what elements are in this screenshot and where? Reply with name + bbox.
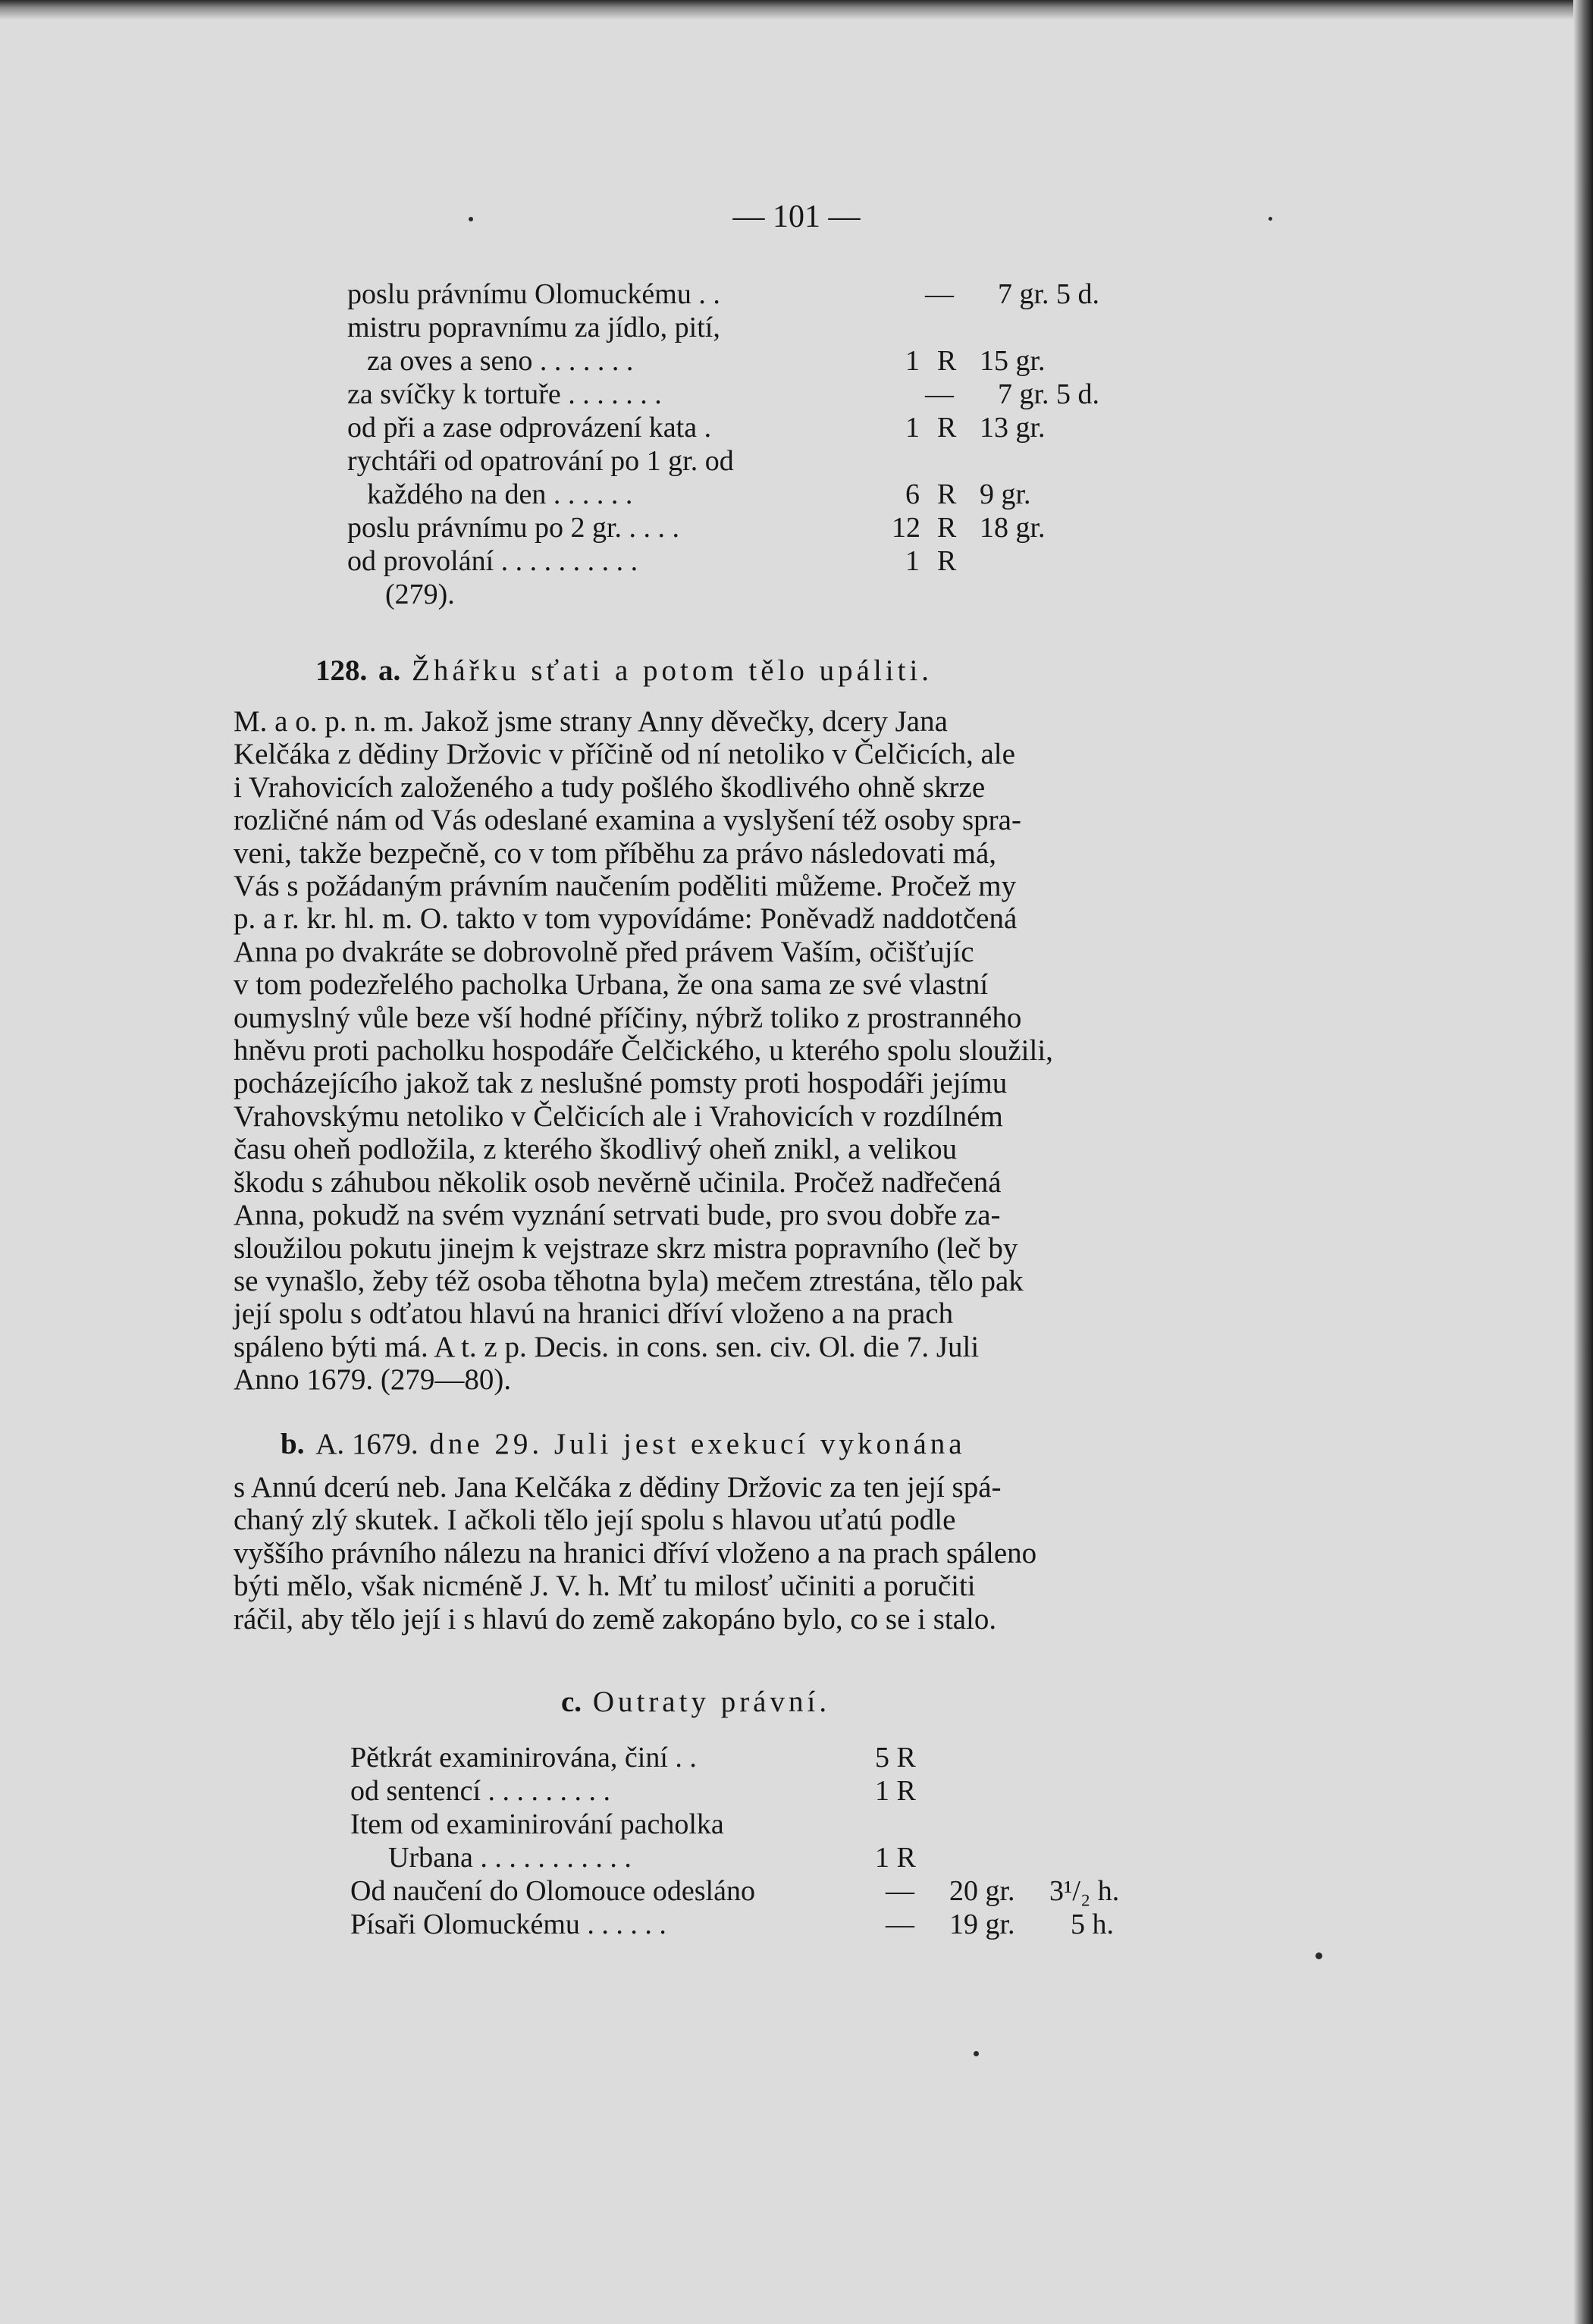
ledger-row [350, 1874, 1184, 1908]
ledger-amount: 15 gr. [980, 345, 1046, 377]
ledger-row [350, 1841, 1184, 1874]
ledger-unit: R [937, 545, 957, 577]
ledger-amount: 5 R [875, 1742, 916, 1774]
ledger-row [347, 511, 1181, 544]
ledger-amount: 9 gr. [980, 478, 1031, 510]
ledger-dash: — [925, 378, 954, 410]
text-line: M. a o. p. n. m. Jakož jsme strany Anny děvečky, dcery Jana [234, 705, 948, 738]
text-line: chaný zlý skutek. I ačkoli tělo její spolu s hlavou uťatú podle [234, 1504, 956, 1537]
ledger-row [347, 544, 1181, 578]
ledger-row [347, 311, 1181, 344]
ledger-item: poslu právnímu Olomuckému . . [347, 278, 720, 310]
text-line: i Vrahovicích založeného a tudy pošlého škodlivého ohně skrze [234, 770, 986, 804]
ledger-unit: R [937, 478, 957, 510]
page-number: — 101 — [732, 199, 861, 234]
section-heading-b [281, 1427, 966, 1461]
text-line: býti mělo, však nicméně J. V. h. Mť tu milosť učiniti a poručiti [234, 1570, 976, 1603]
execution-paragraph [234, 1471, 1265, 1636]
text-line: škodu s záhubou několik osob nevěrně učinila. Pročež nadřečená [234, 1165, 1002, 1199]
ledger-florins: 1 [905, 545, 920, 577]
ledger-amount: 7 gr. 5 d. [998, 378, 1100, 410]
ledger-costs-2 [350, 1741, 1184, 1941]
ledger-item: Od naučení do Olomouce odesláno [350, 1875, 755, 1907]
section-title: Outraty právní. [592, 1686, 831, 1718]
text-line: Vrahovskýmu netoliko v Čelčicích ale i Vrahovicích v rozdílném [234, 1099, 1003, 1133]
ledger-row [347, 378, 1181, 411]
text-line: veni, takže bezpečně, co v tom příběhu za právo následovati má, [234, 836, 997, 870]
ledger-item: mistru popravnímu za jídlo, pití, [347, 312, 720, 343]
text-line: Kelčáka z dědiny Držovic v příčině od ní netoliko v Čelčicích, ale [234, 738, 1015, 771]
ledger-row [347, 344, 1181, 378]
section-number: 128. [315, 654, 368, 687]
section-letter: c. [561, 1686, 582, 1718]
ledger-row [347, 478, 1181, 511]
text-line: v tom podezřelého pacholka Urbana, že ona sama ze své vlastní [234, 968, 989, 1002]
ledger-row [347, 578, 1181, 611]
section-heading-c [561, 1685, 830, 1719]
ledger-item: od provolání . . . . . . . . . . [347, 545, 638, 577]
ledger-dash: — [886, 1875, 914, 1907]
ledger-florins: 6 [905, 478, 920, 510]
text-line: se vynašlo, žeby též osoba těhotna byla) mečem ztrestána, tělo pak [234, 1264, 1024, 1297]
section-letter: b. [281, 1428, 305, 1460]
text-line: její spolu s odťatou hlavú na hranici dříví vloženo a na prach [234, 1297, 954, 1331]
ledger-amount: 18 gr. [980, 512, 1046, 544]
scan-speck [1268, 217, 1272, 221]
ledger-row [350, 1908, 1184, 1941]
ledger-amount: 19 gr. [949, 1908, 1015, 1940]
ledger-row [347, 444, 1181, 478]
ledger-item: (279). [385, 579, 455, 610]
ledger-item: rychtáři od opatrování po 1 gr. od [347, 445, 734, 477]
ledger-row [350, 1774, 1184, 1808]
ledger-unit: R [937, 345, 957, 377]
ledger-amount: 13 gr. [980, 412, 1046, 444]
ledger-item: poslu právnímu po 2 gr. . . . . [347, 512, 680, 544]
text-line: spáleno býti má. A t. z p. Decis. in cons. sen. civ. Ol. die 7. Juli [234, 1330, 980, 1363]
ledger-item: za oves a seno . . . . . . . [367, 345, 634, 377]
ledger-item: Urbana . . . . . . . . . . . [388, 1842, 632, 1874]
ledger-item: za svíčky k tortuře . . . . . . . [347, 378, 662, 410]
ledger-dash: — [886, 1908, 914, 1940]
ledger-item: Písaři Olomuckému . . . . . . [350, 1908, 666, 1940]
text-line: ráčil, aby tělo její i s hlavú do země zakopáno bylo, co se i stalo. [234, 1602, 997, 1636]
ledger-florins: 12 [892, 512, 920, 544]
text-line: Anno 1679. (279—80). [234, 1363, 512, 1397]
ledger-row [350, 1741, 1184, 1774]
ledger-row [347, 411, 1181, 444]
text-line: rozličné nám od Vás odeslané examina a vyslyšení též osoby spra- [234, 804, 1021, 837]
text-line: vyššího právního nálezu na hranici dříví vloženo a na prach spáleno [234, 1536, 1037, 1570]
section-date: A. 1679. [315, 1428, 419, 1460]
ledger-amount-h: 3¹/₂ h. [1049, 1875, 1120, 1907]
section-heading-a [315, 654, 933, 688]
scan-edge-top [0, 0, 1593, 20]
scan-speck [974, 2051, 979, 2056]
text-line: p. a r. kr. hl. m. O. takto v tom vypovídáme: Poněvadž naddotčená [234, 902, 1018, 936]
verdict-paragraph [234, 705, 1265, 1397]
ledger-amount: 1 R [875, 1775, 916, 1807]
text-line: času oheň podložila, z kterého škodlivý oheň znikl, a velikou [234, 1133, 958, 1166]
ledger-amount: 1 R [875, 1842, 916, 1874]
ledger-amount-h: 5 h. [1071, 1908, 1114, 1940]
ledger-item: od sentencí . . . . . . . . . [350, 1775, 611, 1807]
text-line: sloužilou pokutu jinejm k vejstraze skrz mistra popravního (leč by [234, 1231, 1018, 1265]
text-line: Anna po dvakráte se dobrovolně před právem Vaším, očišťujíc [234, 935, 974, 968]
section-title: Žhářku sťati a potom tělo upáliti. [412, 654, 933, 687]
scan-speck [469, 217, 473, 221]
ledger-amount: 20 gr. [949, 1875, 1015, 1907]
text-line: hněvu proti pacholku hospodáře Čelčického, u kterého spolu sloužili, [234, 1034, 1053, 1068]
scan-edge-right [1573, 0, 1593, 2324]
ledger-item: Pětkrát examinirována, činí . . [350, 1742, 697, 1774]
scan-speck [1315, 1952, 1322, 1959]
ledger-unit: R [937, 512, 957, 544]
section-letter: a. [378, 654, 401, 687]
text-line: s Annú dcerú neb. Jana Kelčáka z dědiny Držovic za ten její spá- [234, 1471, 1002, 1504]
ledger-item: každého na den . . . . . . [367, 478, 633, 510]
ledger-dash: — [925, 278, 954, 310]
ledger-amount: 7 gr. 5 d. [998, 278, 1100, 310]
section-title: dne 29. Juli jest exekucí vykonána [429, 1428, 966, 1460]
ledger-row [347, 278, 1181, 311]
ledger-florins: 1 [905, 412, 920, 444]
ledger-item: od při a zase odprovázení kata . [347, 412, 712, 444]
text-line: oumyslný vůle beze vší hodné příčiny, nýbrž toliko z prostranného [234, 1001, 1022, 1034]
ledger-florins: 1 [905, 345, 920, 377]
text-line: Anna, pokudž na svém vyznání setrvati bude, pro svou dobře za- [234, 1199, 1001, 1232]
ledger-unit: R [937, 412, 957, 444]
text-line: pocházejícího jakož tak z neslušné pomsty proti hospodáři jejímu [234, 1067, 1008, 1100]
text-line: Vás s požádaným právním naučením poděliti můžeme. Pročež my [234, 870, 1017, 903]
ledger-row [350, 1808, 1184, 1841]
ledger-item: Item od examinirování pacholka [350, 1808, 724, 1840]
ledger-costs-1 [347, 278, 1181, 611]
